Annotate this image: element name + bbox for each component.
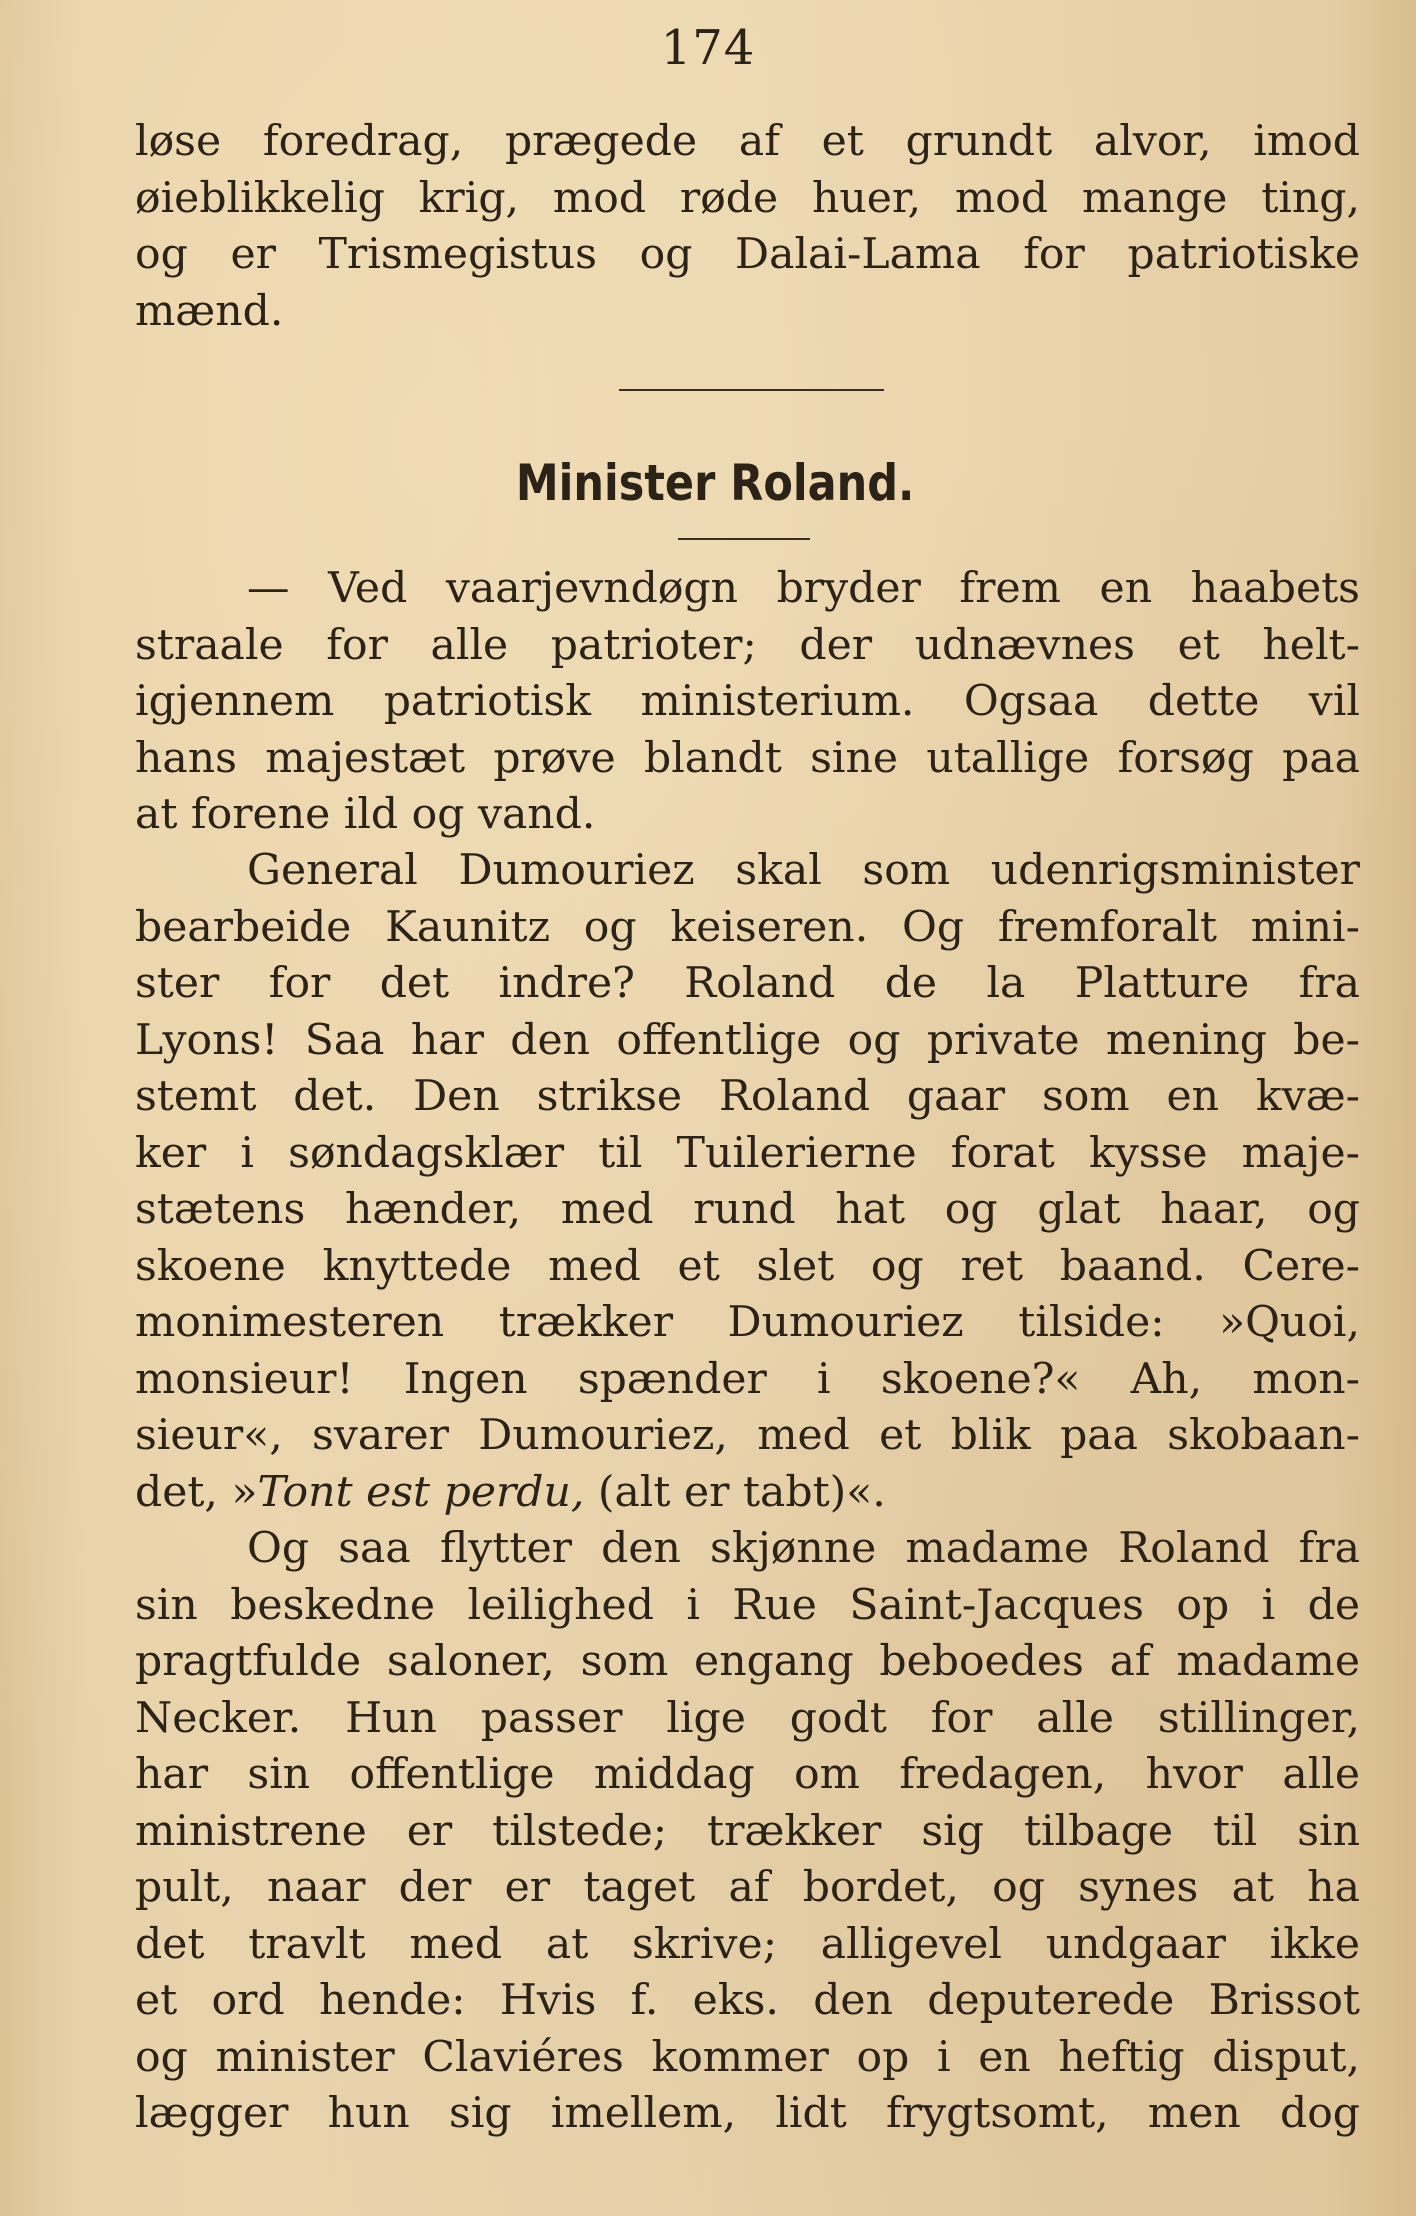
text-line: General Dumouriez skal som udenrigsminister [247,846,1360,895]
page-number: 174 [660,20,756,76]
text-line: ministrene er tilstede; trækker sig tilbage til sin [135,1806,1360,1856]
text-line: har sin offentlige middag om fredagen, hvor alle [135,1750,1360,1799]
italic-quote: Tont est perdu, [257,1467,585,1517]
text-line: lægger hun sig imellem, lidt frygtsomt, men dog [135,2089,1360,2138]
text-line: at forene ild og vand. [135,790,596,839]
separator-rule-top [619,389,884,391]
section-heading: Minister Roland. [515,454,915,512]
text-line: pult, naar der er taget af bordet, og synes at ha [135,1863,1360,1912]
text-line: monimesteren trækker Dumouriez tilside: »Quoi, [135,1298,1360,1347]
paragraph-3 [135,1521,1360,2143]
top-paragraph [135,114,1360,340]
text-line: et ord hende: Hvis f. eks. den deputerede Brissot [135,1976,1360,2025]
text-line: sieur«, svarer Dumouriez, med et blik paa skobaan- [135,1411,1360,1460]
text-line: Lyons! Saa har den offentlige og private mening be- [135,1015,1360,1065]
text-line: Necker. Hun passer lige godt for alle stillinger, [135,1693,1360,1743]
text-line: mænd. [135,286,284,336]
separator-rule-bottom [678,538,810,540]
text-line: ker i søndagsklær til Tuilerierne forat kysse maje- [135,1128,1360,1178]
paragraph-1 [135,561,1360,844]
text-line: pragtfulde saloner, som engang beboedes af madame [135,1637,1360,1686]
text-line: sin beskedne leilighed i Rue Saint-Jacques op i de [135,1580,1360,1630]
text-line: og minister Claviéres kommer op i en heftig disput, [135,2032,1360,2082]
text-line: og er Trismegistus og Dalai-Lama for patriotiske [135,230,1360,279]
text-line: monsieur! Ingen spænder i skoene?« Ah, mon- [135,1354,1360,1404]
text-run: det, » [135,1467,258,1517]
text-run: (alt er tabt)«. [584,1467,886,1517]
text-line: bearbeide Kaunitz og keiseren. Og fremforalt mini- [135,902,1360,952]
text-line: Og saa flytter den skjønne madame Roland fra [247,1524,1360,1573]
paragraph-2 [135,843,1360,1521]
text-line: skoene knyttede med et slet og ret baand. Cere- [135,1241,1360,1291]
text-line: stemt det. Den strikse Roland gaar som en kvæ- [135,1072,1360,1121]
text-line: det travlt med at skrive; alligevel undgaar ikke [135,1919,1360,1969]
text-line: — Ved vaarjevndøgn bryder frem en haabets [247,564,1360,613]
text-line-mixed [135,1465,1360,1522]
text-line: stætens hænder, med rund hat og glat haar, og [135,1185,1360,1234]
text-line: igjennem patriotisk ministerium. Ogsaa dette vil [135,677,1360,726]
text-line: hans majestæt prøve blandt sine utallige forsøg paa [135,733,1360,783]
text-line: straale for alle patrioter; der udnævnes et helt- [135,620,1360,670]
text-line: løse foredrag, prægede af et grundt alvor, imod [135,117,1360,166]
text-line: øieblikkelig krig, mod røde huer, mod mange ting, [135,173,1360,223]
text-line: ster for det indre? Roland de la Platture fra [135,959,1360,1008]
